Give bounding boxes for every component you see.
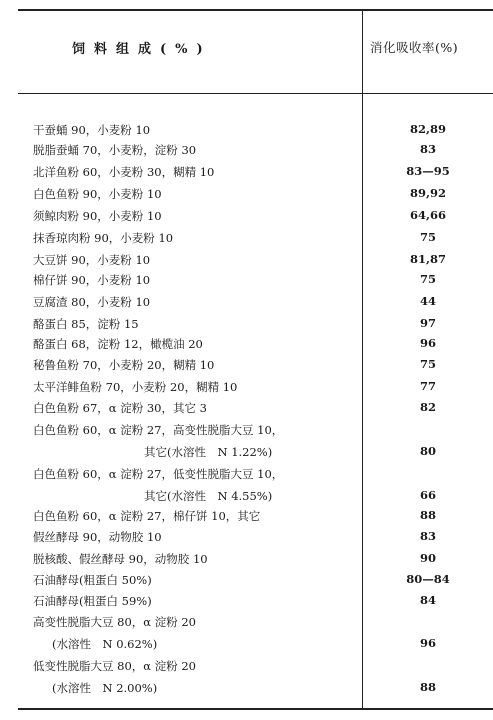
- table-row: [0, 612, 493, 634]
- table-row: [0, 506, 493, 528]
- table-header-rule: [18, 93, 493, 94]
- digestibility-cell: 90: [419, 551, 436, 565]
- digestibility-cell: 81,87: [409, 252, 446, 266]
- table-row: [0, 527, 493, 549]
- digestibility-cell: 80: [419, 444, 436, 458]
- composition-cell-continuation: (水溶性 N 0.62%): [52, 637, 158, 651]
- table-row: [0, 250, 493, 272]
- composition-cell: 白色鱼粉 60，α 淀粉 27，棉仔饼 10，其它: [33, 509, 261, 523]
- composition-cell: 假丝酵母 90，动物胶 10: [33, 530, 162, 544]
- digestibility-cell: 83: [419, 529, 436, 543]
- composition-cell: 白色鱼粉 60，α 淀粉 27，低变性脱脂大豆 10，: [33, 467, 284, 481]
- table-row: [0, 377, 493, 399]
- composition-cell: 石油酵母(粗蛋白 59%): [33, 594, 152, 608]
- table-row: [0, 656, 493, 678]
- digestibility-cell: 84: [419, 593, 436, 607]
- composition-cell: 白色鱼粉 60，α 淀粉 27，高变性脱脂大豆 10，: [33, 423, 284, 437]
- table-row: [0, 398, 493, 420]
- table-top-rule: [18, 9, 493, 11]
- table-row: [0, 292, 493, 314]
- composition-cell: 大豆饼 90，小麦粉 10: [33, 253, 151, 267]
- composition-cell: 须鲸肉粉 90，小麦粉 10: [33, 209, 162, 223]
- digestibility-cell: 89,92: [409, 186, 446, 200]
- composition-cell-continuation: 其它(水溶性 N 4.55%): [144, 489, 273, 503]
- table-row: [0, 228, 493, 250]
- composition-cell: 豆腐渣 80，小麦粉 10: [33, 295, 151, 309]
- digestibility-cell: 88: [419, 680, 436, 694]
- composition-cell: 抹香琼肉粉 90，小麦粉 10: [33, 231, 174, 245]
- digestibility-cell: 82: [419, 400, 436, 414]
- composition-cell: 干蚕蛹 90，小麦粉 10: [33, 123, 151, 137]
- digestibility-cell: 75: [419, 230, 436, 244]
- table-row: [0, 206, 493, 228]
- table-row: [0, 334, 493, 356]
- table-row: [0, 140, 493, 162]
- composition-cell: 脱脂蚕蛹 70，小麦粉，淀粉 30: [33, 143, 197, 157]
- composition-cell: 北洋鱼粉 60，小麦粉 30，糊精 10: [33, 165, 215, 179]
- table-row: [0, 355, 493, 377]
- table-row: [0, 270, 493, 292]
- composition-cell-continuation: 其它(水溶性 N 1.22%): [144, 445, 273, 459]
- table-row: [0, 162, 493, 184]
- table-row-continuation: [0, 634, 493, 656]
- table-row: [0, 591, 493, 613]
- table-row: [0, 184, 493, 206]
- composition-cell: 低变性脱脂大豆 80，α 淀粉 20: [33, 659, 196, 673]
- composition-cell: 高变性脱脂大豆 80，α 淀粉 20: [33, 615, 196, 629]
- digestibility-cell: 75: [419, 357, 436, 371]
- composition-cell: 秘鲁鱼粉 70，小麦粉 20，糊精 10: [33, 358, 215, 372]
- table-row: [0, 570, 493, 592]
- digestibility-cell: 66: [419, 488, 436, 502]
- table-bottom-rule: [18, 708, 493, 710]
- table-row-continuation: [0, 678, 493, 700]
- digestibility-cell: 44: [419, 294, 436, 308]
- table-row: [0, 549, 493, 571]
- digestibility-cell: 83: [419, 142, 436, 156]
- composition-cell: 白色鱼粉 90，小麦粉 10: [33, 187, 162, 201]
- table-row: [0, 464, 493, 486]
- composition-cell: 石油酵母(粗蛋白 50%): [33, 573, 152, 587]
- composition-cell: 白色鱼粉 67，α 淀粉 30，其它 3: [33, 401, 207, 415]
- digestibility-cell: 97: [419, 316, 436, 330]
- digestibility-cell: 88: [419, 508, 436, 522]
- digestibility-cell: 80—84: [406, 572, 450, 586]
- digestibility-cell: 75: [419, 272, 436, 286]
- composition-cell: 棉仔饼 90，小麦粉 10: [33, 273, 151, 287]
- table-row-continuation: [0, 442, 493, 464]
- digestibility-cell: 96: [419, 336, 436, 350]
- digestibility-cell: 82,89: [409, 122, 446, 136]
- header-digestibility: 消化吸收率(%): [370, 40, 459, 55]
- table-row-continuation: [0, 486, 493, 508]
- table-row: [0, 120, 493, 142]
- table-row: [0, 314, 493, 336]
- digestibility-cell: 96: [419, 636, 436, 650]
- composition-cell-continuation: (水溶性 N 2.00%): [52, 681, 158, 695]
- composition-cell: 酪蛋白 85，淀粉 15: [33, 317, 139, 331]
- composition-cell: 酪蛋白 68，淀粉 12，橄榄油 20: [33, 337, 203, 351]
- header-composition: 饲料组成(%): [72, 42, 212, 57]
- digestibility-cell: 83—95: [406, 164, 450, 178]
- digestibility-cell: 64,66: [409, 208, 446, 222]
- composition-cell: 太平洋鲱鱼粉 70，小麦粉 20，糊精 10: [33, 380, 238, 394]
- composition-cell: 脱核酸、假丝酵母 90，动物胶 10: [33, 552, 208, 566]
- digestibility-cell: 77: [419, 379, 436, 393]
- table-row: [0, 420, 493, 442]
